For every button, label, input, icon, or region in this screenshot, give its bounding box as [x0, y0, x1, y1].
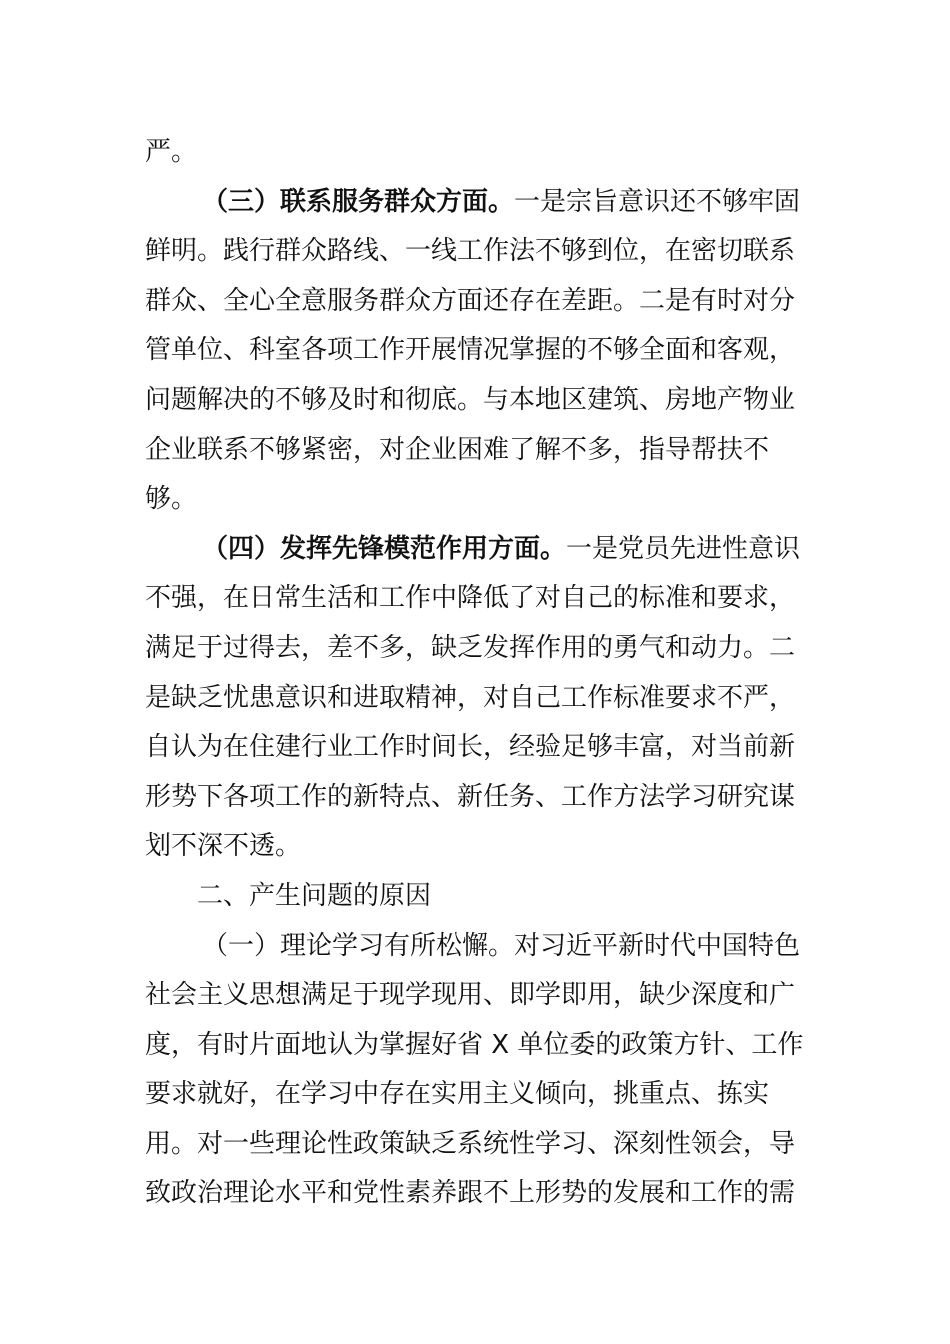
paragraph-line: 不强，在日常生活和工作中降低了对自己的标准和要求，: [145, 583, 796, 614]
paragraph-line: 形势下各项工作的新特点、新任务、工作方法学习研究谋: [145, 781, 796, 812]
paragraph-line: 够。: [145, 484, 198, 515]
paragraph-line: 度，有时片面地认为掌握好省 X 单位委的政策方针、工作: [145, 1029, 804, 1060]
paragraph-line: 管单位、科室各项工作开展情况掌握的不够全面和客观，: [145, 335, 796, 366]
paragraph-line: 划不深不透。: [145, 831, 302, 862]
section-heading: （三）联系服务群众方面。: [202, 186, 515, 217]
paragraph-line: 致政治理论水平和党性素养跟不上形势的发展和工作的需: [145, 1178, 796, 1209]
paragraph-heading-line: [145, 525, 801, 575]
paragraph-line: 社会主义思想满足于现学现用、即学即用，缺少深度和广: [145, 980, 796, 1011]
paragraph-line: 用。对一些理论性政策缺乏系统性学习、深刻性领会，导: [145, 1128, 796, 1159]
paragraph-text: 一是党员先进性意识: [566, 533, 801, 564]
document-body: [145, 128, 804, 1219]
paragraph-line: 企业联系不够紧密，对企业困难了解不多，指导帮扶不: [145, 434, 770, 465]
paragraph-line: 问题解决的不够及时和彻底。与本地区建筑、房地产物业: [145, 384, 796, 415]
paragraph-line: 满足于过得去，差不多，缺乏发挥作用的勇气和动力。二: [145, 632, 796, 663]
paragraph-text: 一是宗旨意识还不够牢固: [514, 186, 801, 217]
paragraph-line: 自认为在住建行业工作时间长，经验足够丰富，对当前新: [145, 732, 796, 763]
paragraph-line: （一）理论学习有所松懈。对习近平新时代中国特色: [202, 930, 801, 961]
paragraph-line: 群众、全心全意服务群众方面还存在差距。二是有时对分: [145, 285, 796, 316]
paragraph-line: 鲜明。践行群众路线、一线工作法不够到位，在密切联系: [145, 236, 796, 267]
paragraph-line: 严。: [145, 137, 198, 167]
chapter-heading: 二、产生问题的原因: [197, 880, 432, 911]
paragraph-line: 是缺乏忧患意识和进取精神，对自己工作标准要求不严，: [145, 682, 796, 713]
paragraph-heading-line: [145, 178, 801, 228]
section-heading: （四）发挥先锋模范作用方面。: [202, 533, 567, 564]
paragraph-line: 要求就好，在学习中存在实用主义倾向，挑重点、拣实: [145, 1079, 770, 1110]
